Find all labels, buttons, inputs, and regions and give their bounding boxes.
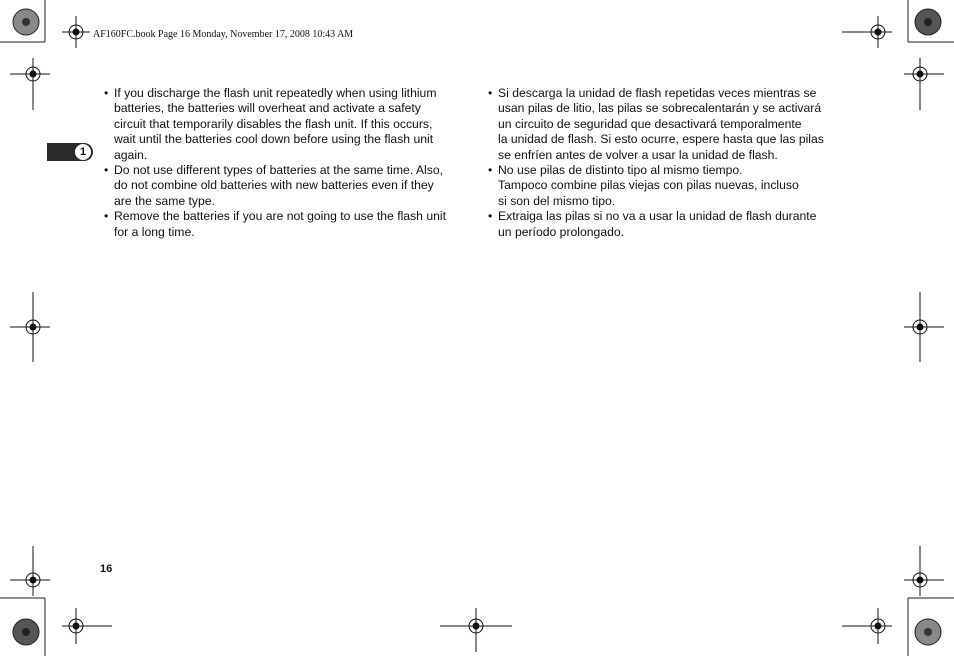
list-item-text: Extraiga las pilas si no va a usar la unidad de flash durante un período prolongado. bbox=[498, 209, 817, 239]
registration-mark-icon bbox=[440, 608, 512, 652]
spanish-column bbox=[488, 86, 860, 240]
list-item-text: Remove the batteries if you are not going to use the flash unit for a long time. bbox=[114, 209, 446, 239]
list-item bbox=[488, 86, 860, 163]
list-item-text: Do not use different types of batteries at the same time. Also, do not combine old batteries with new batteries even if they are the same type. bbox=[114, 163, 444, 208]
bullet-icon: • bbox=[104, 163, 109, 178]
chapter-tab bbox=[47, 143, 93, 161]
list-item-text: No use pilas de distinto tipo al mismo tiempo. Tampoco combine pilas viejas con pilas nuevas, incluso si son del mismo tipo. bbox=[498, 163, 799, 208]
starburst-icon bbox=[915, 9, 941, 35]
bullet-icon: • bbox=[104, 86, 109, 100]
registration-mark-icon bbox=[904, 58, 944, 110]
starburst-icon bbox=[13, 9, 39, 35]
starburst-icon bbox=[13, 619, 39, 645]
bullet-icon: • bbox=[488, 86, 493, 100]
registration-mark-icon bbox=[842, 608, 892, 644]
registration-mark-icon bbox=[62, 608, 112, 644]
header-slug: AF160FC.book Page 16 Monday, November 17, 2008 10:43 AM bbox=[93, 29, 354, 40]
spanish-bullet-list bbox=[488, 86, 860, 240]
bullet-icon: • bbox=[488, 209, 493, 224]
registration-mark-icon bbox=[904, 546, 944, 596]
registration-mark-icon bbox=[842, 16, 892, 48]
starburst-icon bbox=[915, 619, 941, 645]
registration-mark-icon bbox=[10, 58, 50, 110]
registration-mark-icon bbox=[10, 292, 50, 362]
registration-mark-icon bbox=[904, 292, 944, 362]
bullet-icon: • bbox=[488, 163, 493, 178]
registration-mark-icon bbox=[10, 546, 50, 596]
list-item-text: Si descarga la unidad de flash repetidas veces mientras se usan pilas de litio, las pilas se sobrecalentarán y se activará un circuito de seguridad que desactivará temporalmente la unidad de flash. Si esto ocurre, espere hasta que las pilas se enfríen antes de volver a usar la unidad de flash. bbox=[498, 86, 824, 162]
registration-mark-icon bbox=[62, 16, 90, 48]
english-bullet-list bbox=[104, 86, 472, 240]
list-item bbox=[488, 209, 860, 240]
list-item bbox=[104, 163, 472, 209]
list-item-text: If you discharge the flash unit repeatedly when using lithium batteries, the batteries will overheat and activate a safety circuit that temporarily disables the flash unit. If this occurs, wait until the batteries cool down before using the flash unit again. bbox=[114, 86, 437, 162]
list-item bbox=[488, 163, 860, 209]
english-column bbox=[104, 86, 472, 240]
chapter-number: 1 bbox=[75, 144, 91, 160]
bullet-icon: • bbox=[104, 209, 109, 224]
list-item bbox=[104, 86, 472, 163]
page-number: 16 bbox=[100, 563, 113, 575]
list-item bbox=[104, 209, 472, 240]
